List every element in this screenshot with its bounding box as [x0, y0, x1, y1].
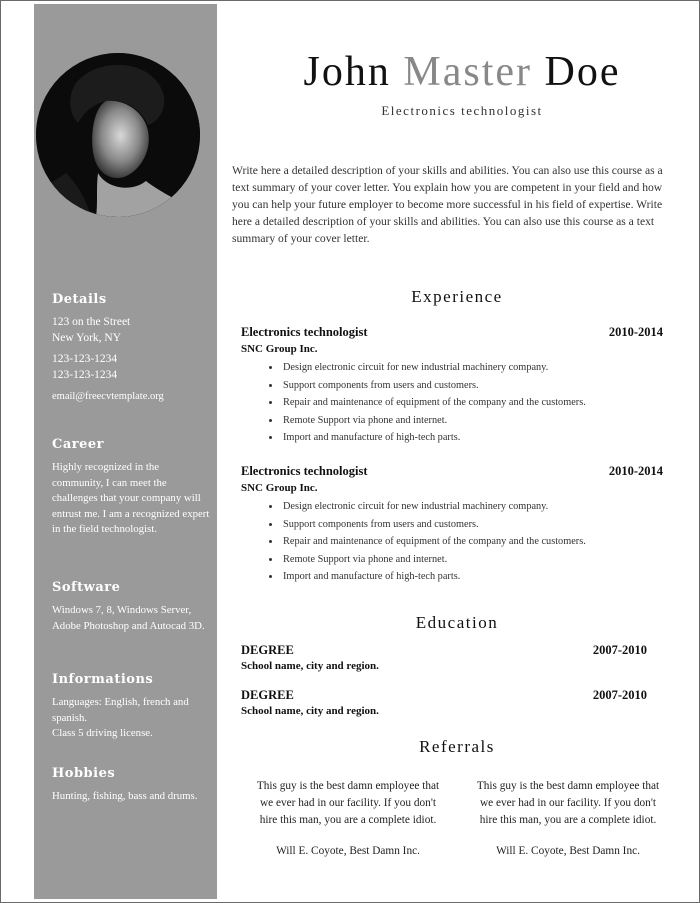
- address-street: 123 on the Street: [52, 316, 131, 328]
- phone-1: 123-123-1234: [52, 353, 118, 365]
- name-first: John: [303, 49, 391, 95]
- referral-entry: [253, 778, 443, 860]
- bullet-item: • Support components from users and customers.: [281, 516, 663, 534]
- bullet-item: • Import and manufacture of high-tech parts.: [281, 429, 663, 447]
- job-entry: [241, 325, 663, 447]
- job-entry: [241, 464, 663, 586]
- job-years: 2010-2014: [608, 325, 663, 339]
- address-city: New York, NY: [52, 331, 122, 344]
- person-name: [232, 47, 692, 97]
- hobbies-text: Hunting, fishing, bass and drums.: [52, 790, 198, 802]
- referral-entry: [473, 778, 663, 860]
- portrait-image: [36, 53, 200, 217]
- email-link[interactable]: email@freecvtemplate.org: [52, 391, 164, 402]
- career-section: [52, 437, 212, 538]
- informations-section: [52, 672, 212, 742]
- license-text: Class 5 driving license.: [52, 727, 153, 739]
- job-bullets: [241, 498, 663, 586]
- summary-paragraph: Write here a detailed description of your skills and abilities. You can also use this course as a text summary of your cover letter. You explain how you are competent in your field and how you can help your future employer to become more successful in his field of expertise. Write here a detailed description of your skills and abilities. You can also use this course as a text summary of your cover letter.: [232, 164, 663, 245]
- bullet-item: • Import and manufacture of high-tech parts.: [281, 568, 663, 586]
- career-text: Highly recognized in the community, I can meet the challenges that your company will entrust me. I am a recognized expert in the field technologist.: [52, 461, 210, 535]
- software-section: [52, 580, 212, 634]
- referral-quote: This guy is the best damn employee that we ever had in our facility. If you don't hire this man, you are a complete idiot.: [476, 780, 660, 826]
- degree-label: DEGREE: [241, 643, 294, 657]
- bullet-item: • Remote Support via phone and internet.: [281, 551, 663, 569]
- degree-label: DEGREE: [241, 688, 294, 702]
- job-title: Electronics technologist: [241, 325, 368, 339]
- education-entry: [241, 643, 647, 672]
- bullet-item: • Remote Support via phone and internet.: [281, 412, 663, 430]
- languages-text: Languages: English, french and spanish.: [52, 696, 189, 724]
- bullet-item: • Repair and maintenance of equipment of the company and the customers.: [281, 394, 663, 412]
- phone-2: 123-123-1234: [52, 368, 118, 381]
- hobbies-heading: Hobbies: [52, 766, 116, 781]
- name-middle: Master: [403, 49, 532, 95]
- school-name: School name, city and region.: [241, 705, 379, 717]
- profile-photo: [36, 53, 200, 217]
- referrals-heading: Referrals: [419, 737, 495, 756]
- job-title: Electronics technologist: [241, 464, 368, 478]
- bullet-item: • Design electronic circuit for new industrial machinery company.: [281, 498, 663, 516]
- informations-heading: Informations: [52, 672, 154, 687]
- referral-quote: This guy is the best damn employee that we ever had in our facility. If you don't hire this man, you are a complete idiot.: [256, 780, 440, 826]
- referral-signature: Will E. Coyote, Best Damn Inc.: [276, 845, 420, 857]
- software-heading: Software: [52, 580, 121, 595]
- degree-years: 2007-2010: [592, 688, 647, 702]
- job-company: SNC Group Inc.: [241, 482, 318, 494]
- job-company: SNC Group Inc.: [241, 343, 318, 355]
- details-section: [52, 292, 212, 405]
- referral-signature: Will E. Coyote, Best Damn Inc.: [496, 845, 640, 857]
- bullet-item: • Support components from users and customers.: [281, 377, 663, 395]
- career-heading: Career: [52, 437, 105, 452]
- job-bullets: [241, 359, 663, 447]
- hobbies-section: [52, 766, 212, 805]
- name-last: Doe: [544, 49, 621, 95]
- education-heading: Education: [415, 613, 499, 632]
- software-text: Windows 7, 8, Windows Server, Adobe Photoshop and Autocad 3D.: [52, 604, 205, 632]
- experience-heading: Experience: [411, 287, 503, 306]
- school-name: School name, city and region.: [241, 660, 379, 672]
- job-years: 2010-2014: [608, 464, 663, 478]
- bullet-item: • Repair and maintenance of equipment of the company and the customers.: [281, 533, 663, 551]
- details-heading: Details: [52, 292, 107, 307]
- degree-years: 2007-2010: [592, 643, 647, 657]
- job-subtitle: Electronics technologist: [381, 103, 543, 118]
- bullet-item: • Design electronic circuit for new industrial machinery company.: [281, 359, 663, 377]
- education-entry: [241, 688, 647, 717]
